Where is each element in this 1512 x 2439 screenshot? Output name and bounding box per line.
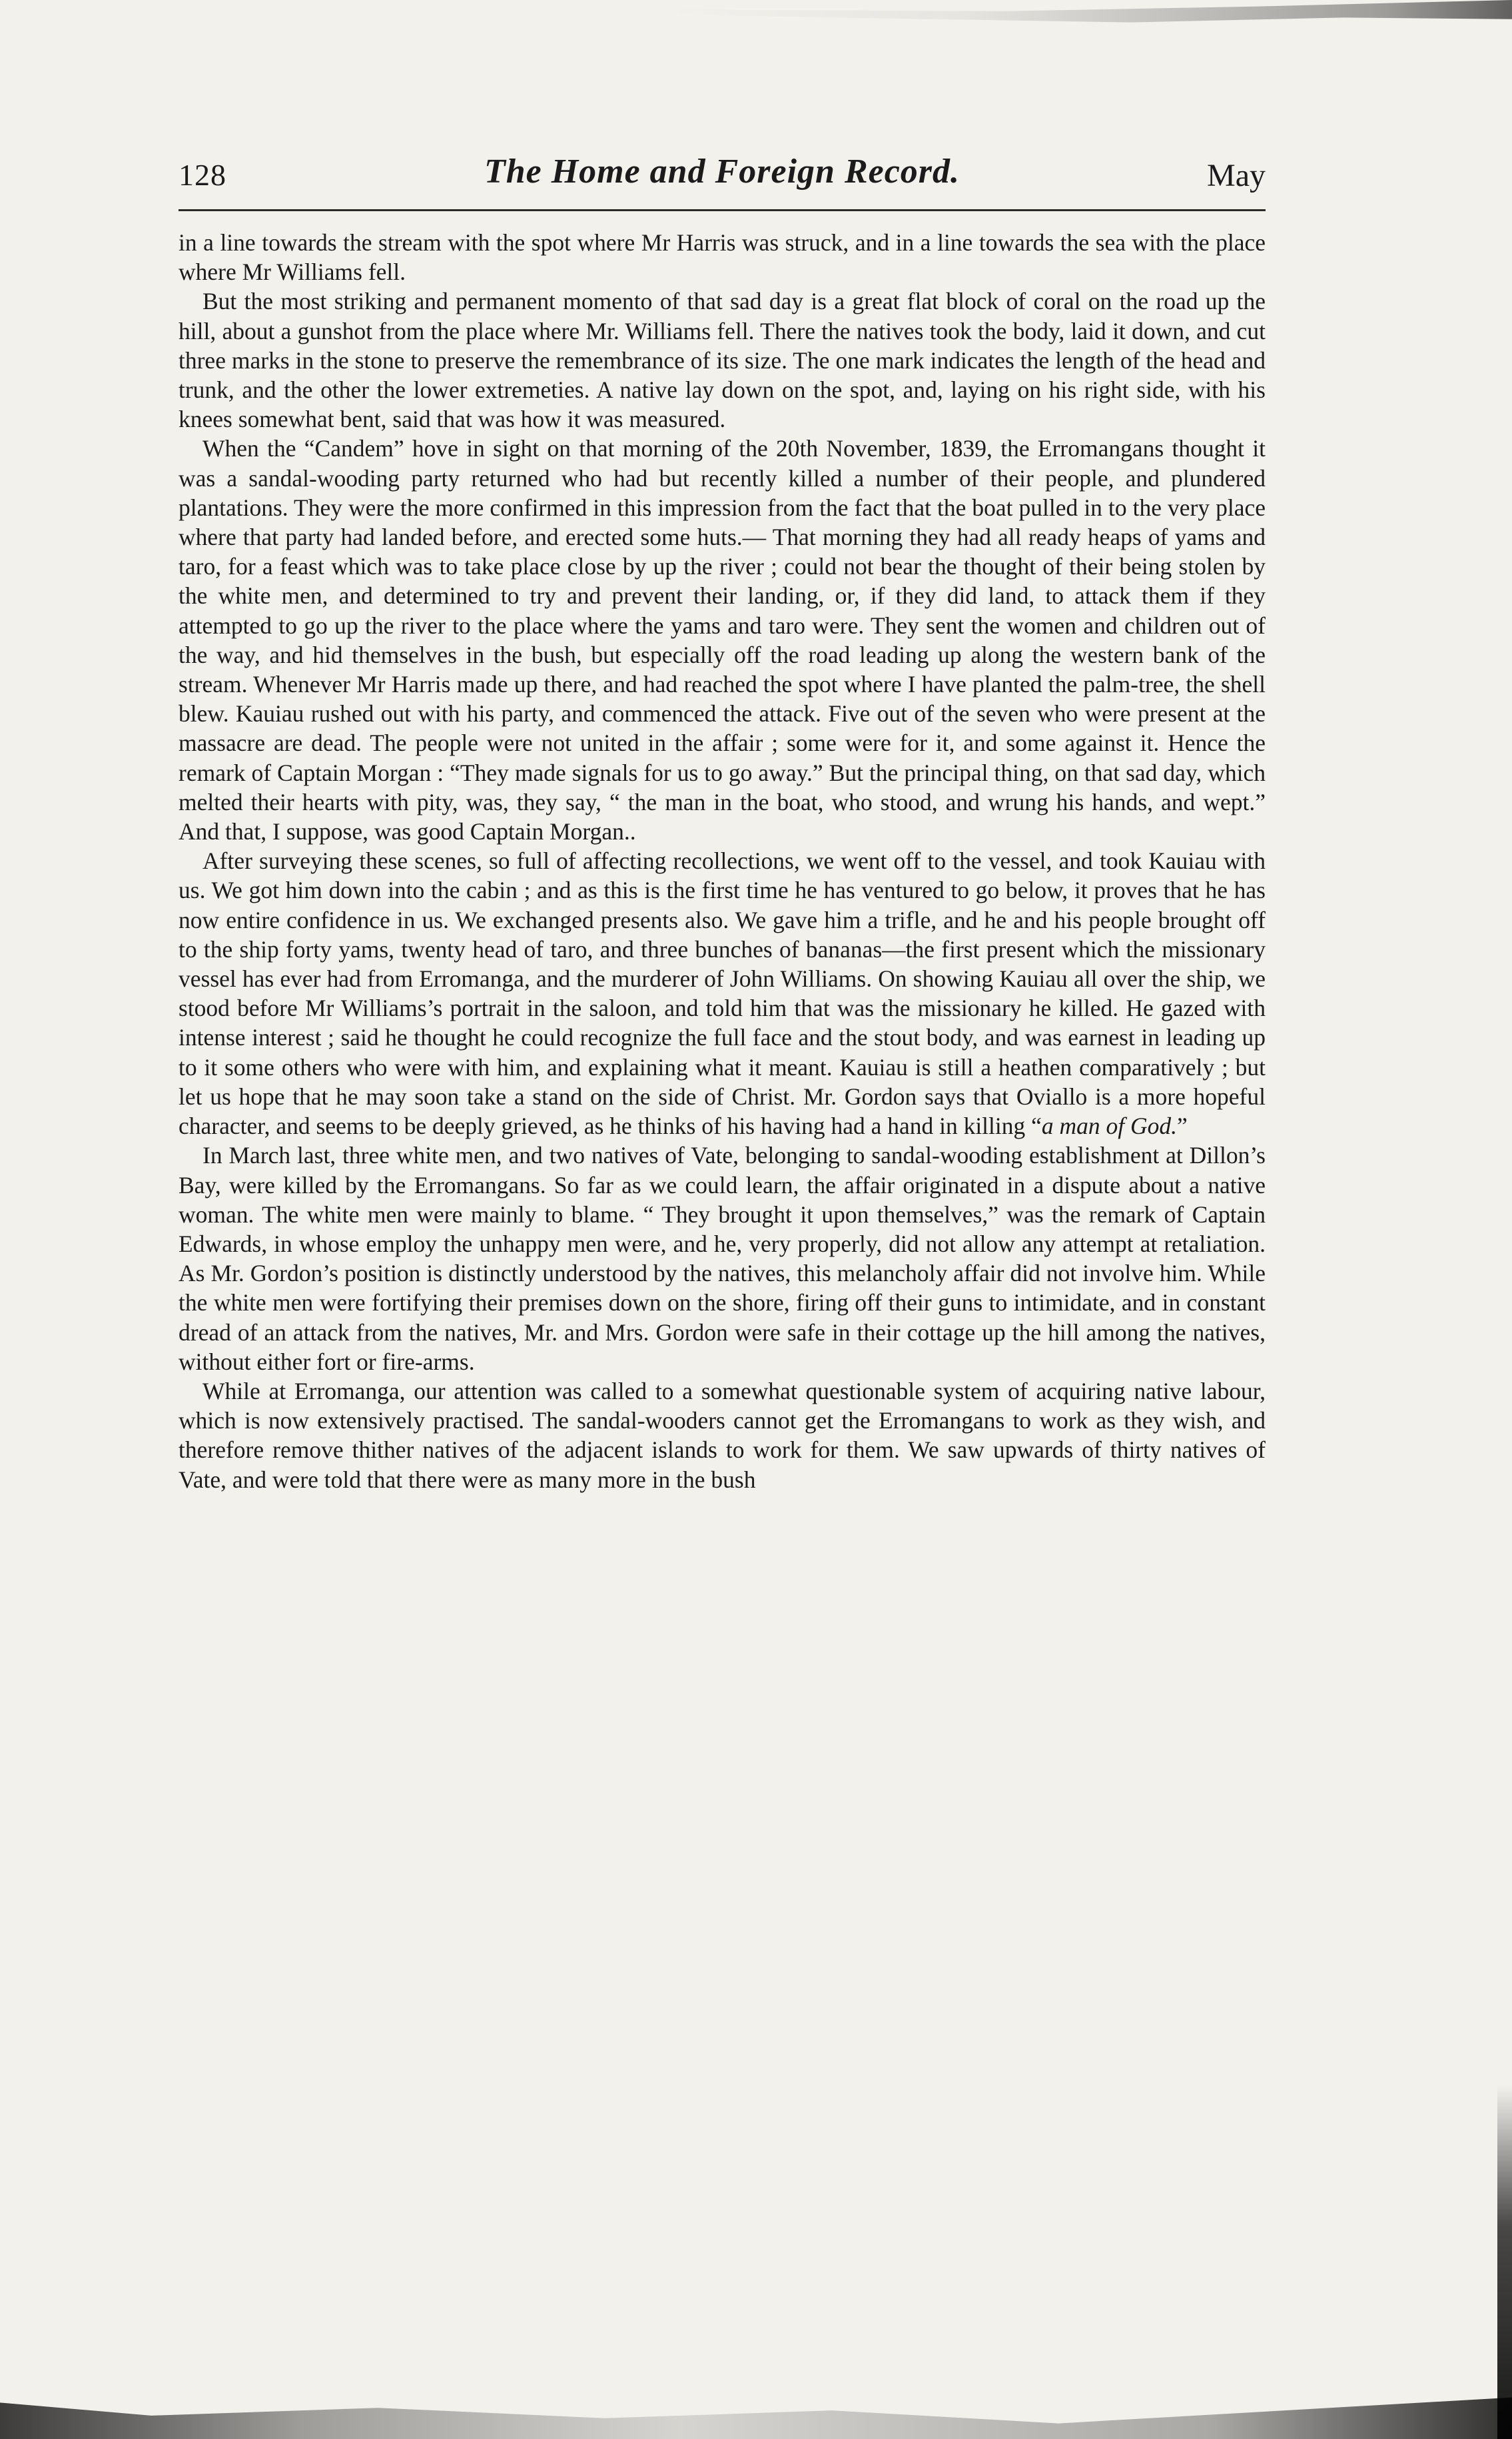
page-number: 128 xyxy=(179,158,226,192)
scan-edge-bottom xyxy=(0,2387,1512,2439)
paragraph-3: When the “Candem” hove in sight on that morning of the 20th November, 1839, the Erromangans thought it was a sandal-wooding party returned who had but recently killed a number of their people, and plundered plantations. They were the more confirmed in this impression from the fact that the boat pulled in to the very place where that party had landed before, and erected some huts.— That morning they had all ready heaps of yams and taro, for a feast which was to take place close by up the river ; could not bear the thought of their being stolen by the white men, and determined to try and prevent their landing, or, if they did land, to attack them if they attempted to go up the river to the place where the yams and taro were. They sent the women and children out of the way, and hid themselves in the bush, but especially off the road leading up along the western bank of the stream. Whenever Mr Harris made up there, and had reached the spot where I have planted the palm-tree, the shell blew. Kauiau rushed out with his party, and commenced the attack. Five out of the seven who were present at the massacre are dead. The people were not united in the affair ; some were for it, and some against it. Hence the remark of Captain Morgan : “They made signals for us to go away.” But the principal thing, on that sad day, which melted their hearts with pity, was, they say, “ the man in the boat, who stood, and wrung his hands, and wept.” And that, I suppose, was good Captain Morgan.. xyxy=(179,435,1266,845)
running-title: The Home and Foreign Record. xyxy=(484,153,960,191)
paragraph-4-text: After surveying these scenes, so full of affecting recollections, we went off to the vessel, and took Kauiau with us. We got him down into the cabin ; and as this is the first time he has ventured to go below, it proves that he has now entire confidence in us. We exchanged presents also. We gave him a trifle, and he and his people brought off to the ship forty yams, twenty head of taro, and three bunches of bananas—the first present which the missionary vessel has ever had from Erromanga, and the murderer of John Williams. On showing Kauiau all over the ship, we stood before Mr Williams’s portrait in the saloon, and told him that was the missionary he killed. He gazed with intense interest ; said he thought he could recognize the full face and the stout body, and was earnest in leading up to it some others who were with him, and explaining what it meant. Kauiau is still a heathen comparatively ; but let us hope that he may soon take a stand on the side of Christ. Mr. Gordon says that Oviallo is a more hopeful character, and seems to be deeply grieved, as he thinks of his having had a hand in killing “ xyxy=(179,847,1266,1140)
running-header xyxy=(179,152,1266,205)
paragraph-5: In March last, three white men, and two natives of Vate, belonging to sandal-wooding establishment at Dillon’s Bay, were killed by the Erromangans. So far as we could learn, the affair originated in a dispute about a native woman. The white men were mainly to blame. “ They brought it upon themselves,” was the remark of Captain Edwards, in whose employ the unhappy men were, and he, very properly, did not allow any attempt at retaliation. As Mr. Gordon’s position is distinctly understood by the natives, this melancholy affair did not involve him. While the white men were fortifying their premises down on the shore, firing off their guns to intimidate, and in constant dread of an attack from the natives, Mr. and Mrs. Gordon were safe in their cottage up the hill among the natives, without either fort or fire-arms. xyxy=(179,1142,1266,1375)
header-rule xyxy=(179,209,1266,211)
scan-edge-top xyxy=(666,0,1512,32)
running-month: May xyxy=(1207,158,1266,193)
paragraph-4-italic: a man of God. xyxy=(1041,1113,1178,1140)
paragraph-6: While at Erromanga, our attention was called to a somewhat questionable system of acquiring native labour, which is now extensively practised. The sandal-wooders cannot get the Erromangans to work as they wish, and therefore remove thither natives of the adjacent islands to work for them. We saw upwards of thirty natives of Vate, and were told that there were as many more in the bush xyxy=(179,1377,1266,1493)
paragraph-1: in a line towards the stream with the spot where Mr Harris was struck, and in a line towards the sea with the place where Mr Williams fell. xyxy=(179,229,1266,286)
scan-edge-right xyxy=(1497,2085,1512,2439)
article-body xyxy=(179,228,1266,1494)
paragraph-4 xyxy=(179,846,1266,1141)
paragraph-2: But the most striking and permanent momento of that sad day is a great flat block of coral on the road up the hill, about a gunshot from the place where Mr. Williams fell. There the natives took the body, laid it down, and cut three marks in the stone to preserve the remembrance of its size. The one mark indicates the length of the head and trunk, and the other the lower extremeties. A native lay down on the spot, and, laying on his right side, with his knees somewhat bent, said that was how it was measured. xyxy=(179,288,1266,433)
paragraph-4-tail: ” xyxy=(1177,1113,1188,1140)
